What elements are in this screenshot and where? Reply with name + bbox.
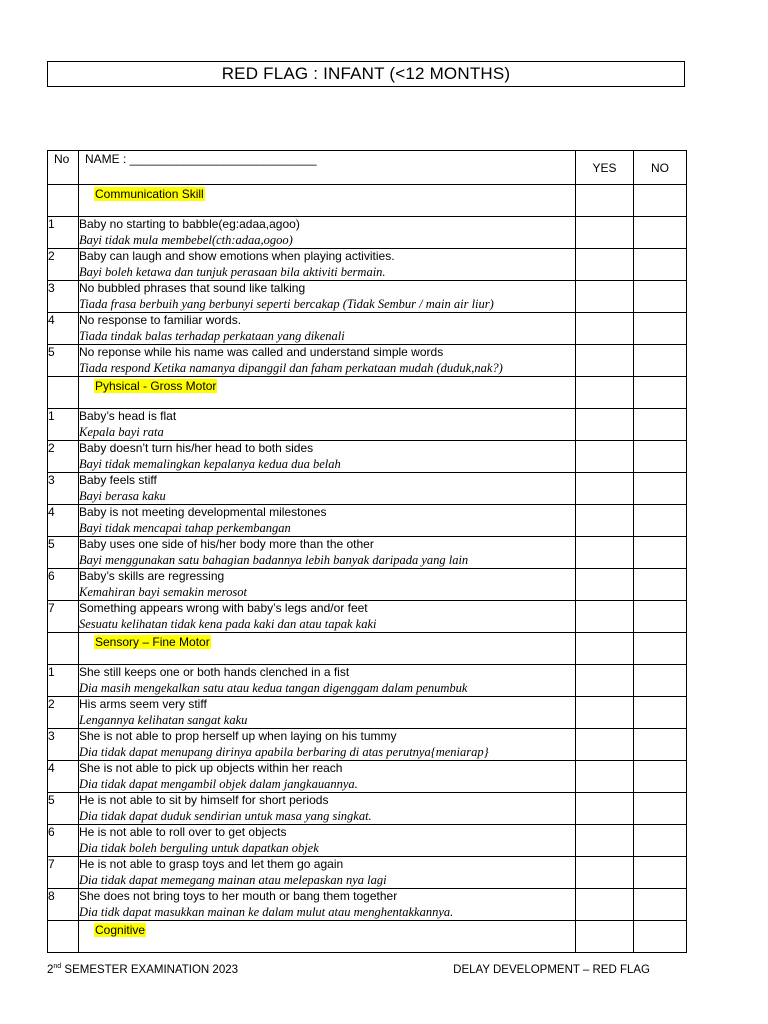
no-checkbox-cell <box>634 793 687 825</box>
checklist-item-row <box>48 441 687 473</box>
no-checkbox-cell <box>634 249 687 281</box>
section-number-cell <box>48 633 79 665</box>
item-text-cell <box>79 729 576 761</box>
yes-checkbox-cell <box>576 857 634 889</box>
table-header-row <box>48 151 687 185</box>
item-number: 4 <box>48 505 79 537</box>
yes-checkbox-cell <box>576 921 634 953</box>
yes-checkbox-cell <box>576 217 634 249</box>
item-english-text: No bubbled phrases that sound like talking <box>79 281 306 295</box>
item-text-cell <box>79 217 576 249</box>
no-checkbox-cell <box>634 601 687 633</box>
item-text-cell <box>79 825 576 857</box>
item-malay-text: Bayi tidak mula membebel(cth:adaa,ogoo) <box>79 233 293 247</box>
no-checkbox-cell <box>634 889 687 921</box>
item-number: 7 <box>48 857 79 889</box>
section-row <box>48 921 687 953</box>
yes-checkbox-cell <box>576 313 634 345</box>
item-number: 5 <box>48 793 79 825</box>
yes-checkbox-cell <box>576 633 634 665</box>
checklist-item-row <box>48 217 687 249</box>
yes-checkbox-cell <box>576 793 634 825</box>
checklist-item-row <box>48 537 687 569</box>
item-malay-text: Kepala bayi rata <box>79 425 164 439</box>
no-checkbox-cell <box>634 473 687 505</box>
item-text-cell <box>79 793 576 825</box>
footer-topic: DELAY DEVELOPMENT – RED FLAG <box>453 964 650 976</box>
no-checkbox-cell <box>634 633 687 665</box>
item-malay-text: Dia tidak dapat memegang mainan atau melepaskan nya lagi <box>79 873 387 887</box>
yes-checkbox-cell <box>576 249 634 281</box>
section-row <box>48 185 687 217</box>
section-label-cell <box>79 377 576 409</box>
checklist-item-row <box>48 697 687 729</box>
no-checkbox-cell <box>634 441 687 473</box>
checklist-item-row <box>48 857 687 889</box>
item-text-cell <box>79 281 576 313</box>
item-number: 6 <box>48 825 79 857</box>
header-no-column: NO <box>634 151 687 185</box>
item-number: 2 <box>48 697 79 729</box>
item-english-text: Baby no starting to babble(eg:adaa,agoo) <box>79 217 300 231</box>
yes-checkbox-cell <box>576 281 634 313</box>
checklist-item-row <box>48 569 687 601</box>
checklist-item-row <box>48 505 687 537</box>
item-text-cell <box>79 857 576 889</box>
name-field: NAME : ____________________________ <box>79 151 576 185</box>
header-yes: YES <box>576 151 634 185</box>
checklist-item-row <box>48 313 687 345</box>
item-malay-text: Dia tidak dapat mengambil objek dalam jangkauannya. <box>79 777 358 791</box>
item-english-text: Baby is not meeting developmental milestones <box>79 505 327 519</box>
yes-checkbox-cell <box>576 889 634 921</box>
item-malay-text: Kemahiran bayi semakin merosot <box>79 585 247 599</box>
section-number-cell <box>48 921 79 953</box>
item-malay-text: Sesuatu kelihatan tidak kena pada kaki dan atau tapak kaki <box>79 617 377 631</box>
item-number: 4 <box>48 761 79 793</box>
item-malay-text: Bayi boleh ketawa dan tunjuk perasaan bila aktiviti bermain. <box>79 265 386 279</box>
checklist-item-row <box>48 761 687 793</box>
item-number: 3 <box>48 729 79 761</box>
page-title: RED FLAG : INFANT (<12 MONTHS) <box>47 61 685 87</box>
red-flag-checklist-table <box>47 150 687 953</box>
no-checkbox-cell <box>634 665 687 697</box>
item-malay-text: Lengannya kelihatan sangat kaku <box>79 713 248 727</box>
item-english-text: She does not bring toys to her mouth or bang them together <box>79 889 398 903</box>
header-no: No <box>48 151 79 185</box>
yes-checkbox-cell <box>576 537 634 569</box>
no-checkbox-cell <box>634 729 687 761</box>
item-english-text: Baby feels stiff <box>79 473 157 487</box>
item-text-cell <box>79 569 576 601</box>
no-checkbox-cell <box>634 921 687 953</box>
item-english-text: He is not able to grasp toys and let them go again <box>79 857 344 871</box>
section-number-cell <box>48 377 79 409</box>
yes-checkbox-cell <box>576 441 634 473</box>
no-checkbox-cell <box>634 345 687 377</box>
item-number: 5 <box>48 537 79 569</box>
section-label-cell <box>79 185 576 217</box>
item-number: 1 <box>48 217 79 249</box>
no-checkbox-cell <box>634 377 687 409</box>
section-label-cell <box>79 633 576 665</box>
section-row <box>48 633 687 665</box>
checklist-item-row <box>48 889 687 921</box>
item-malay-text: Dia masih mengekalkan satu atau kedua tangan digenggam dalam penumbuk <box>79 681 468 695</box>
item-text-cell <box>79 345 576 377</box>
no-checkbox-cell <box>634 185 687 217</box>
yes-checkbox-cell <box>576 569 634 601</box>
item-number: 2 <box>48 249 79 281</box>
checklist-item-row <box>48 601 687 633</box>
item-number: 5 <box>48 345 79 377</box>
item-malay-text: Bayi tidak mencapai tahap perkembangan <box>79 521 291 535</box>
no-checkbox-cell <box>634 825 687 857</box>
yes-checkbox-cell <box>576 825 634 857</box>
item-text-cell <box>79 249 576 281</box>
item-malay-text: Tiada tindak balas terhadap perkataan yang dikenali <box>79 329 345 343</box>
yes-checkbox-cell <box>576 377 634 409</box>
section-label-cell <box>79 921 576 953</box>
no-checkbox-cell <box>634 761 687 793</box>
item-malay-text: Dia tidak boleh berguling untuk dapatkan objek <box>79 841 319 855</box>
item-number: 2 <box>48 441 79 473</box>
item-number: 6 <box>48 569 79 601</box>
checklist-item-row <box>48 665 687 697</box>
footer-semester-text: SEMESTER EXAMINATION 2023 <box>61 964 239 976</box>
item-english-text: No response to familiar words. <box>79 313 242 327</box>
item-text-cell <box>79 313 576 345</box>
item-text-cell <box>79 761 576 793</box>
no-checkbox-cell <box>634 857 687 889</box>
yes-checkbox-cell <box>576 185 634 217</box>
item-malay-text: Dia tidak dapat menupang dirinya apabila berbaring di atas perutnya{meniarap} <box>79 745 489 759</box>
item-text-cell <box>79 505 576 537</box>
item-english-text: Baby doesn’t turn his/her head to both sides <box>79 441 314 455</box>
yes-checkbox-cell <box>576 665 634 697</box>
checklist-item-row <box>48 825 687 857</box>
section-label: Pyhsical - Gross Motor <box>95 379 217 393</box>
item-number: 3 <box>48 473 79 505</box>
yes-checkbox-cell <box>576 601 634 633</box>
item-malay-text: Dia tidk dapat masukkan mainan ke dalam mulut atau menghentakkannya. <box>79 905 454 919</box>
item-text-cell <box>79 537 576 569</box>
item-text-cell <box>79 473 576 505</box>
item-number: 7 <box>48 601 79 633</box>
section-label: Communication Skill <box>95 187 204 201</box>
footer-semester-suffix: nd <box>53 963 62 971</box>
checklist-item-row <box>48 249 687 281</box>
item-english-text: She is not able to prop herself up when laying on his tummy <box>79 729 397 743</box>
item-english-text: She is not able to pick up objects within her reach <box>79 761 343 775</box>
checklist-item-row <box>48 793 687 825</box>
yes-checkbox-cell <box>576 345 634 377</box>
no-checkbox-cell <box>634 505 687 537</box>
footer-semester-number: 2 <box>47 964 54 976</box>
item-number: 1 <box>48 665 79 697</box>
yes-checkbox-cell <box>576 473 634 505</box>
no-checkbox-cell <box>634 409 687 441</box>
yes-checkbox-cell <box>576 761 634 793</box>
no-checkbox-cell <box>634 281 687 313</box>
checklist-item-row <box>48 473 687 505</box>
item-malay-text: Dia tidak dapat duduk sendirian untuk masa yang singkat. <box>79 809 372 823</box>
item-text-cell <box>79 409 576 441</box>
item-number: 4 <box>48 313 79 345</box>
yes-checkbox-cell <box>576 697 634 729</box>
item-english-text: His arms seem very stiff <box>79 697 207 711</box>
item-number: 8 <box>48 889 79 921</box>
checklist-item-row <box>48 729 687 761</box>
checklist-item-row <box>48 409 687 441</box>
footer-semester <box>47 964 238 976</box>
section-row <box>48 377 687 409</box>
checklist-item-row <box>48 281 687 313</box>
section-number-cell <box>48 185 79 217</box>
item-text-cell <box>79 665 576 697</box>
item-english-text: Baby’s skills are regressing <box>79 569 225 583</box>
item-number: 1 <box>48 409 79 441</box>
item-english-text: Baby uses one side of his/her body more than the other <box>79 537 374 551</box>
no-checkbox-cell <box>634 537 687 569</box>
item-english-text: Something appears wrong with baby’s legs and/or feet <box>79 601 368 615</box>
no-checkbox-cell <box>634 217 687 249</box>
item-text-cell <box>79 441 576 473</box>
section-label: Cognitive <box>95 923 146 937</box>
item-english-text: He is not able to sit by himself for short periods <box>79 793 329 807</box>
item-text-cell <box>79 889 576 921</box>
item-number: 3 <box>48 281 79 313</box>
item-malay-text: Bayi berasa kaku <box>79 489 166 503</box>
yes-checkbox-cell <box>576 505 634 537</box>
item-malay-text: Bayi menggunakan satu bahagian badannya lebih banyak daripada yang lain <box>79 553 469 567</box>
item-english-text: No reponse while his name was called and understand simple words <box>79 345 444 359</box>
item-text-cell <box>79 697 576 729</box>
item-malay-text: Tiada frasa berbuih yang berbunyi seperti bercakap (Tidak Sembur / main air liur) <box>79 297 494 311</box>
item-malay-text: Tiada respond Ketika namanya dipanggil dan faham perkataan mudah (duduk,nak?) <box>79 361 503 375</box>
yes-checkbox-cell <box>576 729 634 761</box>
item-english-text: Baby can laugh and show emotions when playing activities. <box>79 249 395 263</box>
item-english-text: He is not able to roll over to get objects <box>79 825 287 839</box>
no-checkbox-cell <box>634 313 687 345</box>
checklist-item-row <box>48 345 687 377</box>
no-checkbox-cell <box>634 569 687 601</box>
item-english-text: Baby’s head is flat <box>79 409 177 423</box>
item-english-text: She still keeps one or both hands clenched in a fist <box>79 665 350 679</box>
item-malay-text: Bayi tidak memalingkan kepalanya kedua dua belah <box>79 457 341 471</box>
item-text-cell <box>79 601 576 633</box>
yes-checkbox-cell <box>576 409 634 441</box>
section-label: Sensory – Fine Motor <box>95 635 210 649</box>
no-checkbox-cell <box>634 697 687 729</box>
